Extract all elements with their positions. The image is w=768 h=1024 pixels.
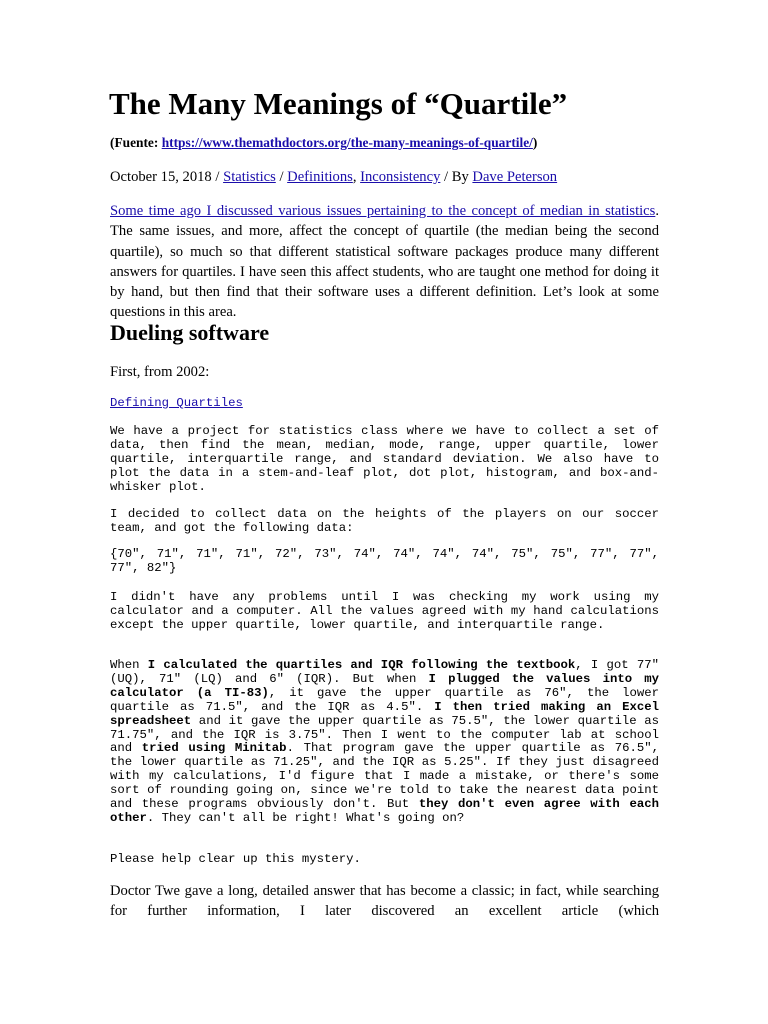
question-title: [110, 397, 659, 411]
meta-separator: /: [275, 169, 288, 185]
p5-text: and it gave the upper quartile as 75.5", the lower quartile as 71.75", and the IQR is 3.75". Then I went to the computer lab at school and: [110, 713, 659, 756]
median-article-link[interactable]: Some time ago I discussed various issues pertaining to the concept of median in statistics: [110, 203, 656, 219]
p5-bold: I calculated the quartiles and IQR following the textbook: [147, 658, 576, 672]
p5-bold: they don't even agree with each other: [110, 797, 659, 825]
p5-text: . They can't all be right! What's going on?: [146, 810, 465, 825]
first-line: First, from 2002:: [110, 364, 210, 380]
question-paragraph-1: We have a project for statistics class where we have to collect a set of data, then find the mean, median, mode, range, upper quartile, lower quartile, interquartile range, and standard deviation. We also have to plot the data in a stem-and-leaf plot, dot plot, histogram, and box-and-whisker plot.: [110, 424, 659, 494]
category-link-statistics[interactable]: Statistics: [223, 169, 276, 185]
intro-text: . The same issues, and more, affect the concept of quartile (the median being the second quartile), so much so that different statistical software packages produce many different answers for quartiles. I have seen this affect students, who are taught one method for doing it by hand, but then find that their software uses a different definition. Let’s look at some questions in this area.: [110, 203, 659, 321]
outro-paragraph: Doctor Twe gave a long, detailed answer that has become a classic; in fact, while searching for further information, I later discovered an excellent article (which: [110, 883, 659, 920]
article-title: The Many Meanings of “Quartile”: [109, 86, 568, 121]
p5-bold: I plugged the values into my calculator (a TI-83): [110, 671, 659, 700]
meta-comma: ,: [352, 169, 361, 185]
question-paragraph-6: Please help clear up this mystery.: [110, 852, 361, 866]
question-paragraph-2: I decided to collect data on the heights of the players on our soccer team, and got the following data:: [110, 507, 659, 535]
defining-quartiles-link[interactable]: Defining Quartiles: [110, 396, 243, 410]
question-paragraph-4: I didn't have any problems until I was checking my work using my calculator and a computer. All the values agreed with my hand calculations except the upper quartile, lower quartile, and interquartile range.: [110, 590, 659, 632]
author-link[interactable]: Dave Peterson: [472, 169, 558, 185]
section-heading: Dueling software: [110, 320, 270, 345]
p5-text: When: [110, 658, 148, 672]
p5-text: , I got 77" (UQ), 71" (LQ) and 6" (IQR). But when: [110, 658, 659, 686]
meta-separator: /: [211, 169, 224, 185]
p5-bold: I then tried making an Excel spreadsheet: [110, 699, 659, 728]
source-link[interactable]: https://www.themathdoctors.org/the-many-meanings-of-quartile/: [161, 135, 533, 150]
source-line: [110, 134, 537, 152]
tag-link-inconsistency[interactable]: Inconsistency: [360, 169, 441, 185]
p5-text: . That program gave the upper quartile as 76.5", the lower quartile as 71.25", and the IQR as 5.25". If they just disagreed with my calculations, I'd figure that I made a mistake, or there's some sort of rounding going on, since we're told to take the nearest data point and these programs obviously don't. But: [110, 741, 659, 812]
source-prefix: (Fuente:: [110, 135, 162, 150]
question-data-values: {70", 71", 71", 71", 72", 73", 74", 74", 74", 74", 75", 75", 77", 77", 77", 82"}: [110, 547, 659, 575]
source-suffix: ): [532, 135, 538, 150]
article-meta: [110, 167, 557, 187]
meta-by: / By: [440, 169, 473, 185]
intro-paragraph: [110, 201, 659, 323]
p5-bold: tried using Minitab: [141, 741, 287, 756]
p5-text: , it gave the upper quartile as 76", the lower quartile as 71.5", and the IQR as 4.5".: [110, 685, 659, 714]
question-paragraph-5: [110, 659, 659, 826]
article-date: October 15, 2018: [110, 169, 212, 185]
tag-link-definitions[interactable]: Definitions: [287, 169, 353, 185]
